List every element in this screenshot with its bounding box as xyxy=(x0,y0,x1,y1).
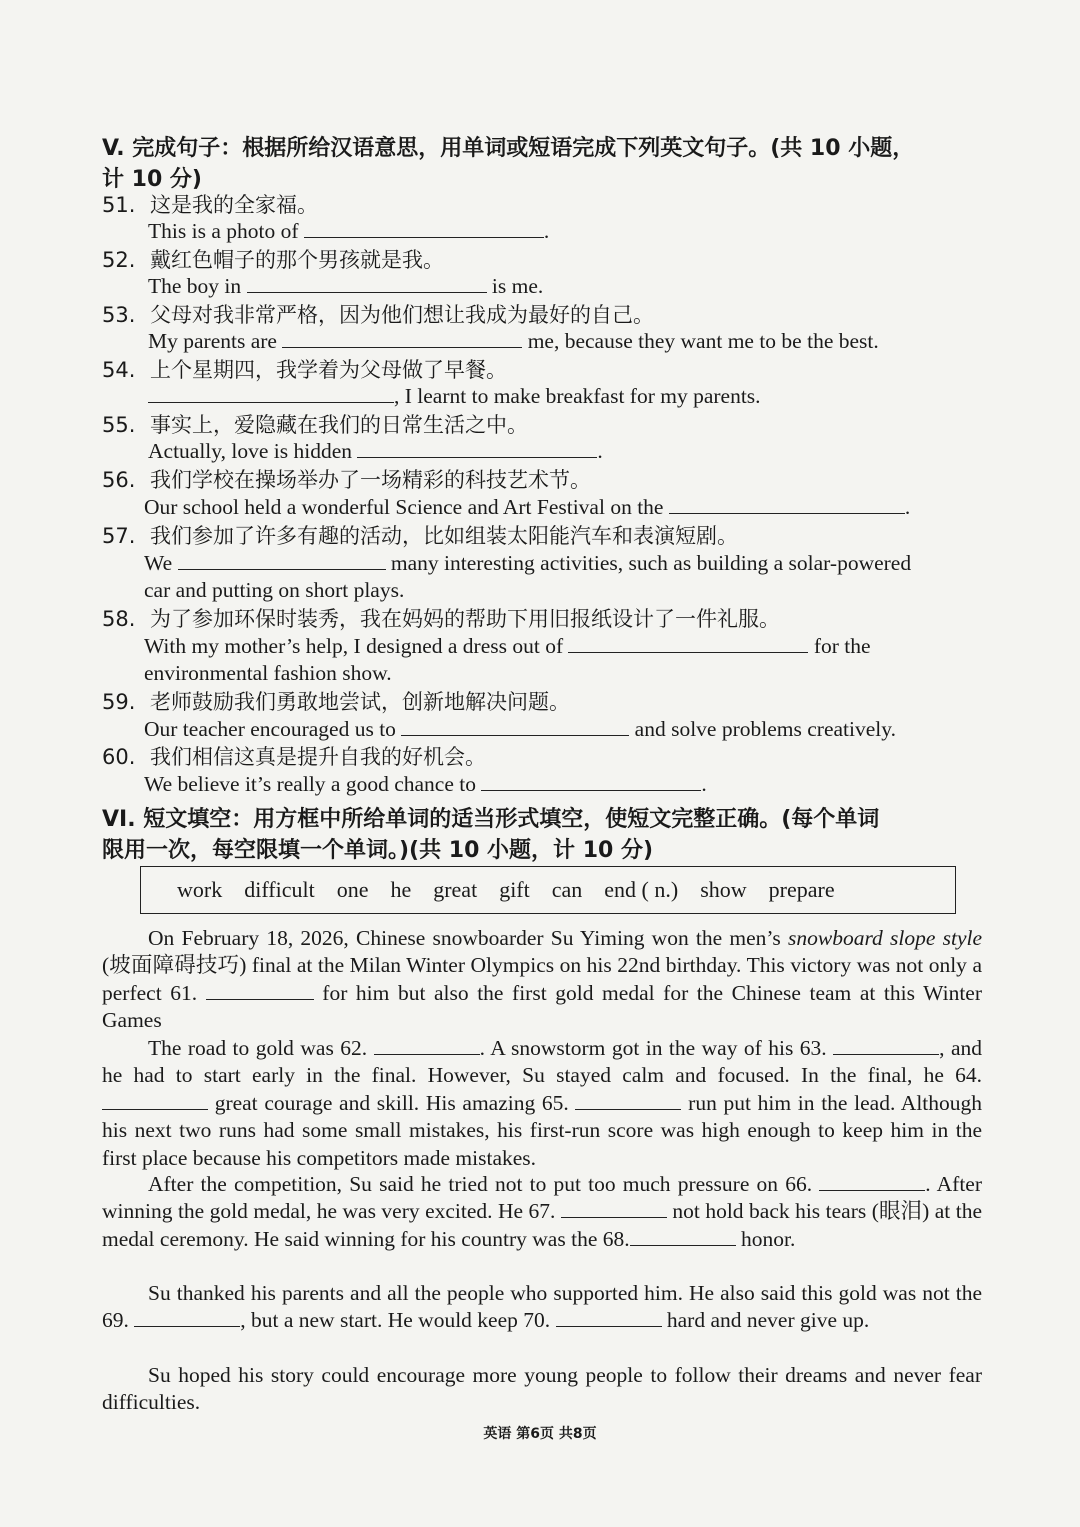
answer-line-55 xyxy=(148,438,988,465)
passage-text: honor. xyxy=(741,1226,796,1251)
question-60 xyxy=(102,743,992,771)
passage-text: . A snowstorm got in the way of his 63. xyxy=(479,1036,827,1060)
passage-blank-67[interactable] xyxy=(561,1199,667,1218)
passage-blank-62[interactable] xyxy=(374,1036,480,1055)
answer-line-60 xyxy=(144,771,984,798)
answer-line-58-cont: environmental fashion show. xyxy=(144,661,392,685)
question-number: 51. xyxy=(102,193,136,217)
answer-line-57-cont: car and putting on short plays. xyxy=(144,578,405,602)
passage-text: Su hoped his story could encourage more young people to follow their dreams and never fear difficulties. xyxy=(102,1363,982,1415)
question-chinese: 我们参加了许多有趣的活动，比如组装太阳能汽车和表演短剧。 xyxy=(150,524,738,548)
question-chinese: 上个星期四，我学着为父母做了早餐。 xyxy=(150,358,507,382)
passage-paragraph-5 xyxy=(102,1362,982,1417)
question-chinese: 为了参加环保时装秀，我在妈妈的帮助下用旧报纸设计了一件礼服。 xyxy=(150,607,780,631)
question-55 xyxy=(102,411,992,439)
word-bank-item: he xyxy=(390,877,412,902)
question-number: 53. xyxy=(102,303,136,327)
answer-blank-52[interactable] xyxy=(247,274,487,293)
section-6-title-line1: VI. 短文填空：用方框中所给单词的适当形式填空，使短文完整正确。(每个单词 xyxy=(102,807,880,832)
answer-line-52 xyxy=(148,273,988,300)
answer-text: We xyxy=(144,551,173,575)
passage-paragraph-4 xyxy=(102,1280,982,1335)
answer-text: me, because they want me to be the best. xyxy=(527,329,879,353)
page-footer: 英语 第6页 共8页 xyxy=(483,1426,597,1442)
answer-blank-57[interactable] xyxy=(178,551,386,570)
answer-line-51 xyxy=(148,218,988,245)
answer-text: is me. xyxy=(491,274,544,298)
answer-blank-55[interactable] xyxy=(357,439,597,458)
answer-text: . xyxy=(904,495,911,519)
question-number: 57. xyxy=(102,524,136,548)
question-52 xyxy=(102,246,992,274)
answer-text: . xyxy=(701,772,707,796)
answer-text: With my mother’s help, I designed a dress out of xyxy=(144,634,564,658)
passage-text: not hold back his tears (眼泪) at the medal ceremony. He said winning for his country was the 68. xyxy=(102,1199,983,1251)
answer-text: many interesting activities, such as building a solar-powered xyxy=(390,551,912,575)
question-56 xyxy=(102,466,992,494)
passage-blank-63[interactable] xyxy=(833,1036,939,1055)
word-bank-item: end ( n.) xyxy=(604,877,679,902)
passage-text: , but a new start. He would keep 70. xyxy=(240,1308,551,1333)
passage-paragraph-1 xyxy=(102,925,982,1035)
passage-text: , and he had to start early in the final. However, Su stayed calm and focused. In the final, he 64. xyxy=(102,1036,983,1088)
passage-text: . After winning the gold medal, he was very excited. He 67. xyxy=(102,1172,983,1224)
word-bank-item: great xyxy=(433,877,478,902)
answer-blank-54[interactable] xyxy=(148,384,394,403)
passage-blank-70[interactable] xyxy=(556,1308,662,1327)
word-bank-item: gift xyxy=(499,877,530,902)
word-bank-item: prepare xyxy=(768,877,835,902)
passage-text: On February 18, 2026, Chinese snowboarder Su Yiming won the men’s xyxy=(148,926,781,950)
question-number: 54. xyxy=(102,358,136,382)
passage-paragraph-3 xyxy=(102,1171,982,1253)
passage-paragraph-2 xyxy=(102,1035,982,1172)
passage-text: (坡面障碍技巧) final at the Milan Winter Olympics on his 22nd birthday. This victory was not only a perfect 61. xyxy=(102,953,982,1005)
passage-blank-65[interactable] xyxy=(575,1091,681,1110)
question-54 xyxy=(102,356,992,384)
question-59 xyxy=(102,688,992,716)
answer-line-53 xyxy=(148,328,988,355)
passage-text: hard and never give up. xyxy=(666,1308,870,1333)
section-6-title xyxy=(102,804,987,866)
question-53 xyxy=(102,301,992,329)
answer-text: and solve problems creatively. xyxy=(634,717,896,741)
word-bank-item: difficult xyxy=(244,877,315,902)
answer-blank-59[interactable] xyxy=(401,717,629,736)
question-58 xyxy=(102,605,992,633)
passage-blank-66[interactable] xyxy=(819,1172,925,1191)
question-number: 56. xyxy=(102,468,136,492)
word-bank-item: one xyxy=(336,877,369,902)
answer-text: . xyxy=(597,439,603,463)
question-chinese: 戴红色帽子的那个男孩就是我。 xyxy=(150,248,444,272)
section-5-title-line2: 计 10 分) xyxy=(102,167,202,192)
passage-text: for him but also the first gold medal for the Chinese team at this Winter Games xyxy=(102,980,983,1033)
passage-text: Su thanked his parents and all the people who supported him. He also said this gold was not the 69. xyxy=(102,1281,982,1333)
passage-text: The road to gold was 62. xyxy=(148,1036,368,1060)
question-51 xyxy=(102,191,992,219)
question-chinese: 父母对我非常严格，因为他们想让我成为最好的自己。 xyxy=(150,303,654,327)
section-5-title-line1: V. 完成句子：根据所给汉语意思，用单词或短语完成下列英文句子。(共 10 小题， xyxy=(102,136,915,161)
question-chinese: 我们学校在操场举办了一场精彩的科技艺术节。 xyxy=(150,468,591,492)
answer-text: Our school held a wonderful Science and Art Festival on the xyxy=(144,495,664,519)
answer-line-58 xyxy=(144,633,984,660)
answer-blank-56[interactable] xyxy=(669,495,905,514)
passage-text: great courage and skill. His amazing 65. xyxy=(214,1090,569,1115)
answer-text: for the xyxy=(813,634,871,658)
answer-text: Actually, love is hidden xyxy=(148,439,353,463)
passage-blank-61[interactable] xyxy=(206,981,314,1000)
question-chinese: 老师鼓励我们勇敢地尝试，创新地解决问题。 xyxy=(150,690,570,714)
answer-line-59 xyxy=(144,716,984,743)
answer-text: Our teacher encouraged us to xyxy=(144,717,396,741)
answer-line-57 xyxy=(144,550,984,577)
answer-text: . xyxy=(543,219,550,243)
question-number: 58. xyxy=(102,607,136,631)
passage-text: After the competition, Su said he tried not to put too much pressure on 66. xyxy=(148,1172,813,1196)
question-chinese: 我们相信这真是提升自我的好机会。 xyxy=(150,745,486,769)
word-bank-item: can xyxy=(551,877,583,902)
passage-italic-term: snowboard slope style xyxy=(788,926,983,950)
answer-text: , I learnt to make breakfast for my parents. xyxy=(394,384,761,408)
answer-text: The boy in xyxy=(148,274,242,298)
question-number: 60. xyxy=(102,745,136,769)
passage-blank-68[interactable] xyxy=(630,1227,736,1246)
word-bank-box xyxy=(140,866,956,914)
question-number: 52. xyxy=(102,248,136,272)
section-6-title-line2: 限用一次，每空限填一个单词。)(共 10 小题，计 10 分) xyxy=(102,838,654,863)
word-bank-item: show xyxy=(700,877,747,902)
answer-line-54 xyxy=(148,383,988,410)
question-chinese: 这是我的全家福。 xyxy=(150,193,318,217)
answer-blank-53[interactable] xyxy=(282,329,522,348)
answer-blank-58[interactable] xyxy=(568,634,808,653)
answer-text: We believe it’s really a good chance to xyxy=(144,772,476,796)
answer-blank-51[interactable] xyxy=(304,219,544,238)
question-number: 55. xyxy=(102,413,136,437)
answer-line-56 xyxy=(144,494,984,521)
answer-text: My parents are xyxy=(148,329,277,353)
section-5-title xyxy=(102,133,987,195)
word-bank-item: work xyxy=(177,877,223,902)
passage-blank-69[interactable] xyxy=(134,1308,240,1327)
passage-text: run put him in the lead. Although his next two runs had some small mistakes, his first-run score was high enough to keep him in the first place because his competitors made mistakes. xyxy=(102,1090,983,1170)
answer-text: This is a photo of xyxy=(148,219,299,243)
question-57 xyxy=(102,522,992,550)
question-number: 59. xyxy=(102,690,136,714)
answer-blank-60[interactable] xyxy=(481,772,701,791)
question-chinese: 事实上，爱隐藏在我们的日常生活之中。 xyxy=(150,413,528,437)
passage-blank-64[interactable] xyxy=(102,1091,208,1110)
